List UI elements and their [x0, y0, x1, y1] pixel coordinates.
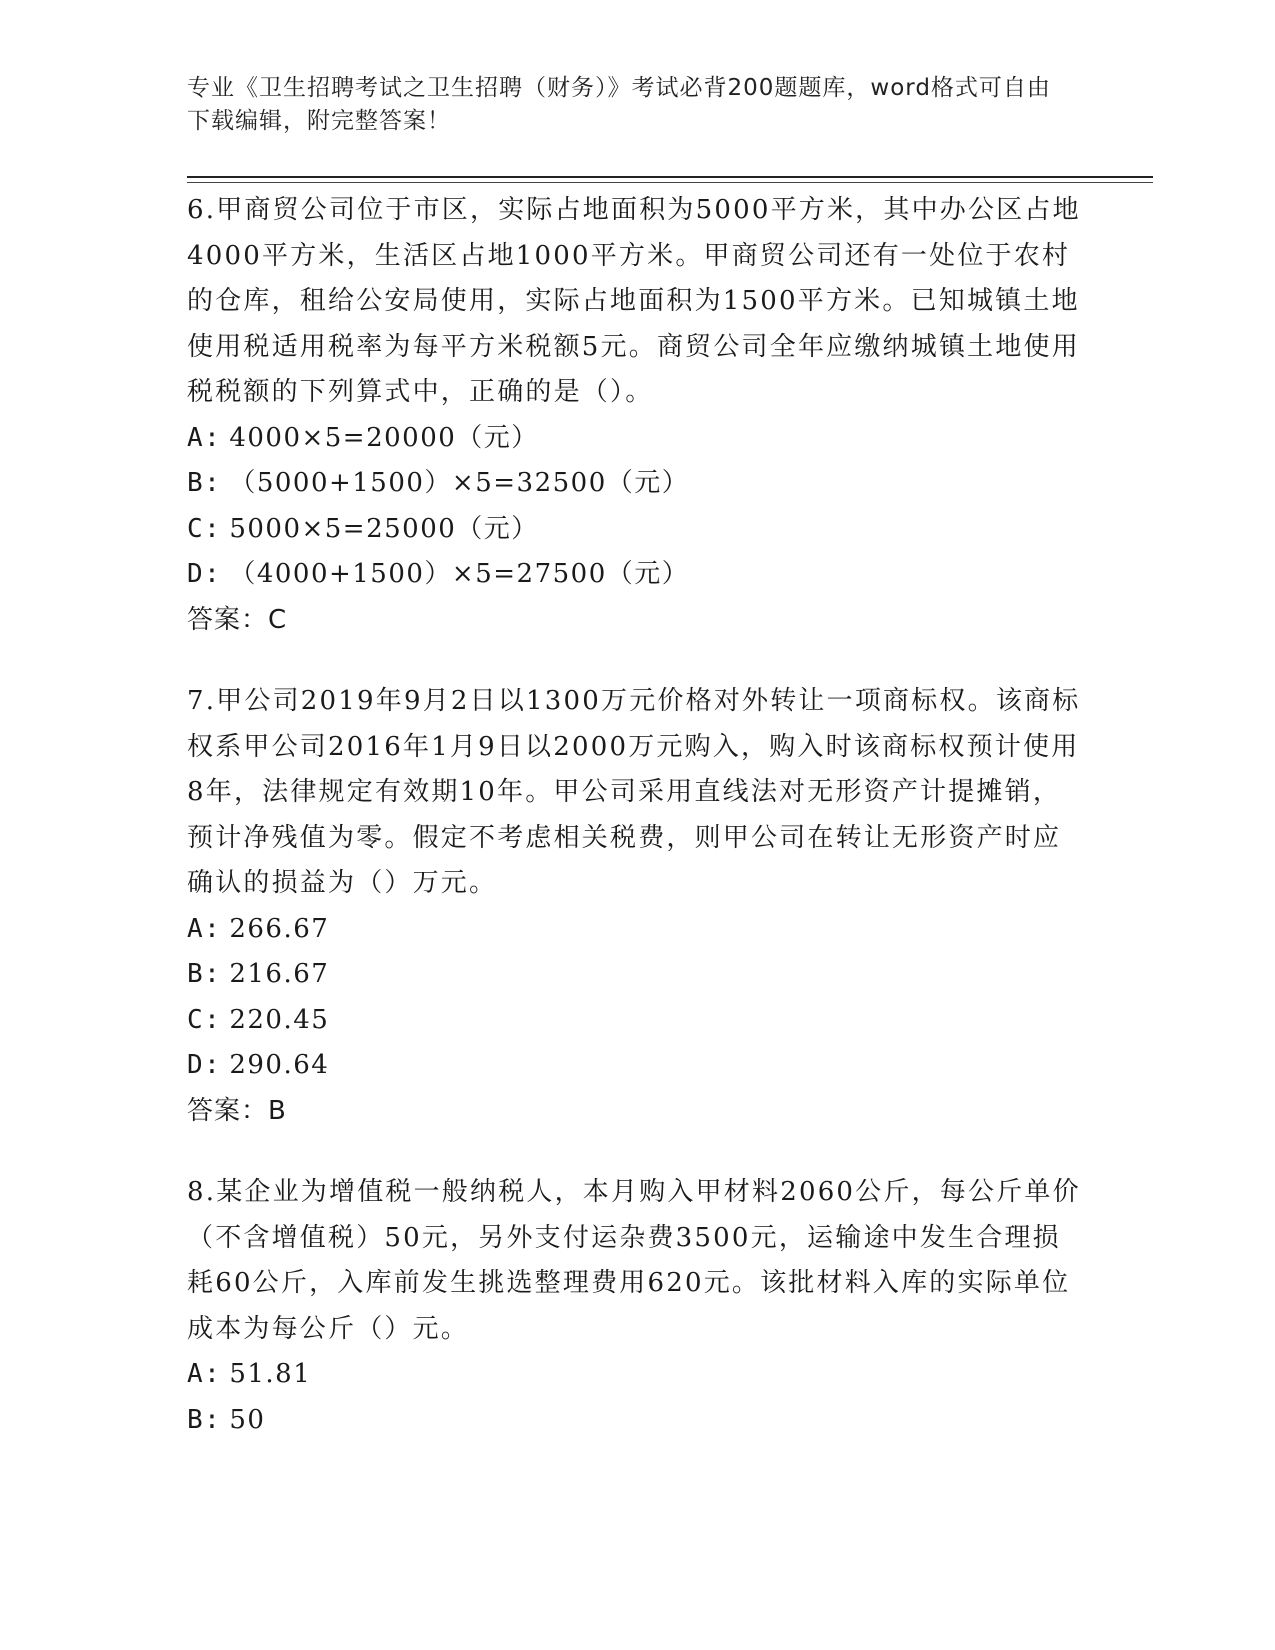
option-b: [187, 461, 1087, 507]
option-c: [187, 507, 1087, 553]
option-key: C:: [187, 513, 222, 544]
option-text: 266.67: [229, 913, 330, 944]
question-stem: 8.某企业为增值税一般纳税人，本月购入甲材料2060公斤，每公斤单价（不含增值税）50元，另外支付运杂费3500元，运输途中发生合理损耗60公斤，入库前发生挑选整理费用620元。该批材料入库的实际单位成本为每公斤（）元。: [187, 1177, 1081, 1344]
option-d: [187, 552, 1087, 598]
option-a: [187, 907, 1087, 953]
option-text: 5000×5=25000（元）: [229, 513, 539, 544]
question-item: [187, 679, 1087, 1134]
option-key: A:: [187, 913, 222, 944]
option-key: A:: [187, 1359, 222, 1389]
option-key: D:: [187, 559, 222, 589]
option-text: 4000×5=20000（元）: [229, 422, 539, 453]
option-text: （5000+1500）×5=32500（元）: [229, 468, 690, 498]
document-header: 专业《卫生招聘考试之卫生招聘（财务）》考试必背200题题库，word格式可自由下载编辑，附完整答案！: [187, 75, 1051, 134]
header-divider-thin: [187, 182, 1153, 183]
option-key: A:: [187, 422, 222, 453]
option-text: 290.64: [229, 1050, 330, 1080]
question-item: [187, 1170, 1087, 1443]
answer-line: 答案：B: [187, 1095, 287, 1126]
option-text: 216.67: [229, 959, 330, 989]
question-stem: 7.甲公司2019年9月2日以1300万元价格对外转让一项商标权。该商标权系甲公司2016年1月9日以2000万元购入，购入时该商标权预计使用8年，法律规定有效期10年。甲公司采用直线法对无形资产计提摊销，预计净残值为零。假定不考虑相关税费，则甲公司在转让无形资产时应确认的损益为（）万元。: [187, 686, 1081, 898]
option-key: D:: [187, 1050, 222, 1080]
option-a: [187, 416, 1087, 462]
option-a: [187, 1352, 1087, 1398]
option-text: 220.45: [229, 1004, 330, 1035]
option-key: C:: [187, 1004, 222, 1035]
option-b: [187, 1398, 1087, 1444]
option-key: B:: [187, 959, 222, 989]
option-key: B:: [187, 1404, 222, 1435]
option-text: （4000+1500）×5=27500（元）: [229, 559, 690, 589]
option-b: [187, 952, 1087, 998]
question-item: [187, 188, 1087, 643]
option-c: [187, 998, 1087, 1044]
question-stem: 6.甲商贸公司位于市区，实际占地面积为5000平方米，其中办公区占地4000平方米，生活区占地1000平方米。甲商贸公司还有一处位于农村的仓库，租给公安局使用，实际占地面积为1500平方米。已知城镇土地使用税适用税率为每平方米税额5元。商贸公司全年应缴纳城镇土地使用税税额的下列算式中，正确的是（）。: [187, 195, 1081, 407]
option-text: 50: [229, 1404, 266, 1435]
option-d: [187, 1043, 1087, 1089]
option-text: 51.81: [229, 1359, 312, 1389]
question-list: [187, 188, 1087, 1479]
header-divider-thick: [187, 176, 1153, 178]
answer-line: 答案：C: [187, 604, 288, 635]
option-key: B:: [187, 468, 222, 498]
